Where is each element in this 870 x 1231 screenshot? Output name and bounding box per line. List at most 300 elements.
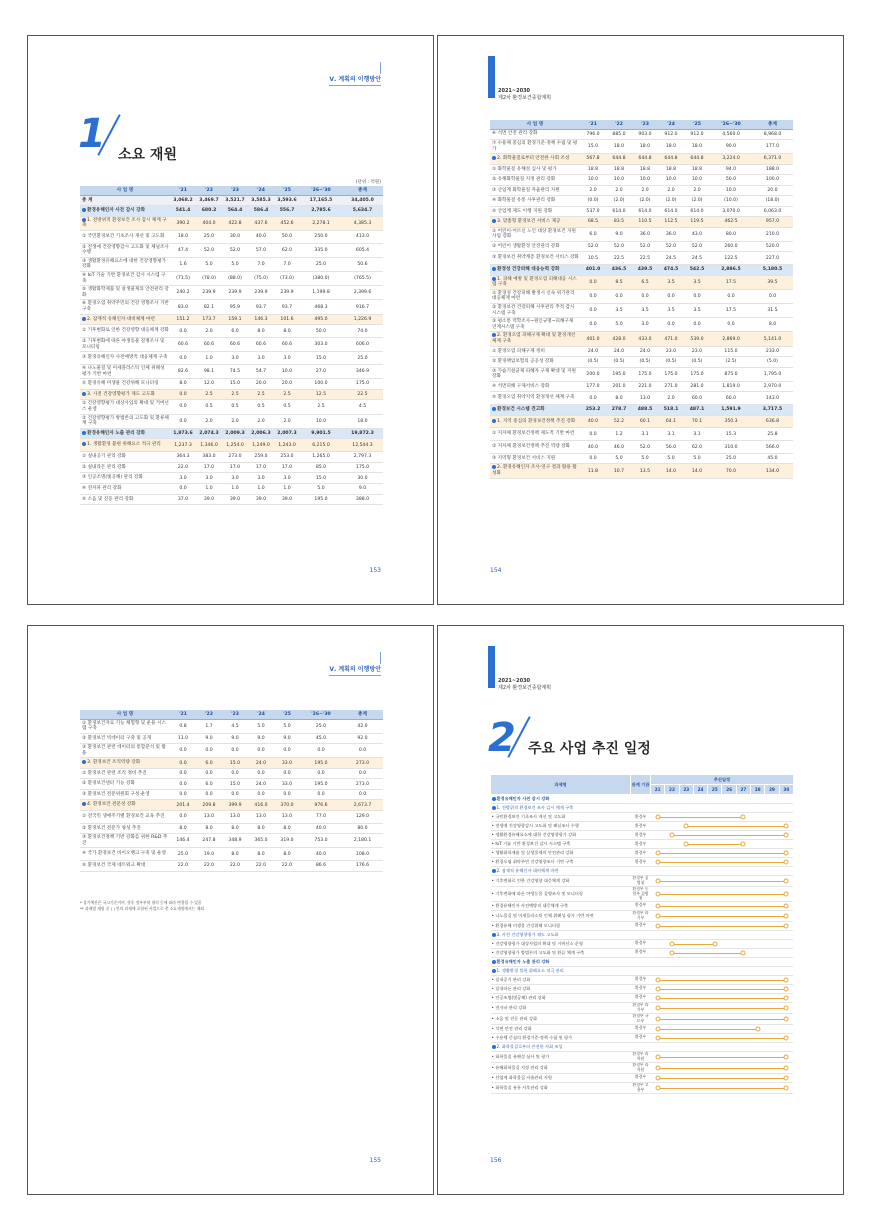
value-cell: 0.0 [170, 325, 196, 338]
table-row [80, 314, 383, 325]
value-cell: 9.0 [196, 733, 222, 744]
value-cell: 39.0 [248, 494, 274, 505]
group-name: 1. 전방위적 환경보건 조사 감시 체계 구축 [496, 805, 574, 810]
value-cell: 452.6 [274, 216, 300, 230]
project-name: 1. 피해 예방 및 환경오염 피해대응 시스템 구축 [492, 276, 577, 288]
value-cell: 273.0 [342, 758, 383, 769]
project-name-cell [80, 768, 170, 779]
project-name: ① 어린이·어르신 노인 대상 환경보건 지원사업 강화 [492, 228, 576, 240]
timeline-cell [651, 858, 794, 867]
value-cell: 100.0 [752, 175, 793, 186]
project-name-cell [490, 304, 580, 318]
end-marker-icon [712, 941, 717, 946]
project-name-cell [490, 175, 580, 186]
task-label: IoT 기술 기반 환경보건 감시 시스템 구축 [495, 841, 571, 846]
task-name: • 환경오염 취약주민 건강영향조사 기반 구축 [491, 858, 631, 867]
table-row [80, 733, 383, 744]
value-cell: 94.0 [710, 164, 752, 175]
project-name: ② 실내라돈 관리 강화 [82, 464, 127, 470]
section-title: 소요 재원 [118, 147, 177, 163]
value-cell: 10.0 [580, 175, 606, 186]
value-cell: 2,074.3 [196, 428, 222, 439]
value-cell: 2.5 [222, 389, 248, 400]
start-marker-icon [655, 879, 660, 884]
value-cell: 10.5 [580, 252, 606, 265]
value-cell: 92.0 [342, 733, 383, 744]
page-155 [27, 625, 434, 1195]
value-cell: 42.0 [342, 719, 383, 733]
value-cell: 2.0 [606, 185, 632, 196]
project-name-cell [80, 216, 170, 230]
value-cell: 175.0 [342, 379, 383, 390]
value-cell: 25.0 [710, 453, 752, 464]
value-cell: 13.0 [632, 392, 658, 405]
value-cell: 3,717.5 [752, 405, 793, 416]
table-row [80, 389, 383, 400]
value-cell: 9.0 [274, 733, 300, 744]
timeline-bar [658, 1088, 787, 1089]
value-cell: 40.0 [580, 415, 606, 428]
value-cell: 542.5 [684, 265, 710, 276]
bullet-icon [492, 267, 496, 271]
task-name: • IoT 기술 기반 환경보건 감시 시스템 구축 [491, 840, 631, 849]
year-cell: 29 [765, 785, 779, 795]
value-cell: 3.1 [684, 428, 710, 441]
value-cell: 175.0 [658, 367, 684, 381]
header-year: 2021~2030 [498, 88, 531, 94]
value-cell: 0.0 [606, 289, 632, 303]
timeline-cell [651, 831, 794, 840]
schedule-group-row [491, 1042, 794, 1051]
header-cell: 총계 [342, 710, 383, 719]
project-name: ③ 산업계 화학물질 자율관리 지원 [492, 187, 560, 193]
timeline-bar [658, 881, 787, 882]
value-cell: 12.0 [196, 379, 222, 390]
bullet-icon [82, 802, 86, 806]
value-cell: 24.0 [632, 346, 658, 357]
project-name: ⑥ 환경오염 취약주민의 건강 영향조사 기반 구축 [82, 301, 169, 313]
value-cell: 2,970.0 [752, 381, 793, 392]
project-name-cell [490, 196, 580, 207]
end-marker-icon [784, 1016, 789, 1021]
value-cell: 614.0 [658, 206, 684, 217]
value-cell: 39.0 [196, 494, 222, 505]
value-cell: 70.0 [710, 464, 752, 478]
group-title [491, 867, 794, 876]
year-cell: 28 [751, 785, 765, 795]
project-name-cell [80, 473, 170, 484]
value-cell: 15.0 [300, 473, 342, 484]
value-cell: 2,009.3 [222, 428, 248, 439]
value-cell: 22.0 [196, 861, 222, 872]
schedule-header: 추진일정 [651, 775, 794, 785]
value-cell: 753.0 [300, 834, 342, 848]
value-cell: 1,346.0 [196, 439, 222, 452]
task-label: 기후변화로 인한 건강영향 대응체계 강화 [495, 878, 570, 883]
value-cell: 19.0 [196, 848, 222, 861]
project-name: ② 환경보건 전문가 양성 추진 [82, 825, 141, 831]
start-marker-icon [655, 1005, 660, 1010]
table-row [490, 196, 793, 207]
project-name-cell [80, 389, 170, 400]
value-cell: (0.5) [632, 357, 658, 368]
group-name: 2. 화학물질로부터 안전한 사회 조성 [496, 1043, 563, 1049]
value-cell: 233.0 [752, 346, 793, 357]
project-name-cell [80, 823, 170, 834]
bullet-icon [492, 869, 496, 873]
value-cell: 9.0 [606, 227, 632, 241]
value-cell: 40.0 [300, 823, 342, 834]
start-marker-icon [655, 1026, 660, 1031]
value-cell: (0.5) [580, 357, 606, 368]
value-cell: 52.0 [632, 241, 658, 252]
value-cell: 18.0 [684, 140, 710, 154]
value-cell: (18.0) [752, 196, 793, 207]
value-cell: 60.0 [710, 392, 752, 405]
task-label: 화학물질 유통 사후관리 강화 [495, 1084, 548, 1090]
value-cell: 19,872.3 [342, 428, 383, 439]
value-cell: 37.0 [170, 494, 196, 505]
schedule-group-row [491, 957, 794, 966]
value-cell: 335.0 [300, 243, 342, 257]
value-cell: 22.0 [222, 861, 248, 872]
value-cell: 20.0 [274, 379, 300, 390]
value-cell: 0.0 [196, 789, 222, 800]
value-cell: 6,063.0 [752, 206, 793, 217]
end-marker-icon [784, 913, 789, 918]
year-cell: 24 [693, 785, 707, 795]
value-cell: 11.0 [170, 733, 196, 744]
value-cell: 518.1 [658, 405, 684, 416]
value-cell: 36.0 [632, 227, 658, 241]
task-label: 소음 및 진동 관리 강화 [495, 1015, 538, 1021]
timeline-bar [658, 926, 787, 927]
value-cell: 52.0 [196, 243, 222, 257]
project-name-cell [490, 275, 580, 289]
header-cell: '21 [170, 186, 196, 195]
value-cell: 3.5 [606, 304, 632, 318]
schedule-row [491, 887, 794, 902]
value-cell: 614.0 [606, 206, 632, 217]
task-name: • 나노물질 및 미세플라스틱 인체 위해성 평가 기반 마련 [491, 910, 631, 921]
project-name: ③ 지역형 환경보건 서비스 지원 [492, 455, 556, 461]
timeline-bar [658, 1057, 787, 1058]
value-cell: 18.8 [632, 164, 658, 175]
project-name-cell [80, 379, 170, 390]
value-cell: 439.5 [632, 265, 658, 276]
value-cell: 364.3 [170, 452, 196, 463]
value-cell: 47.4 [170, 243, 196, 257]
org-name: 환경부 과기부 [631, 910, 651, 921]
project-name-cell [490, 289, 580, 303]
value-cell: 3,521.7 [222, 195, 248, 206]
org-name: 환경부 [631, 1073, 651, 1082]
value-cell: 82.1 [196, 300, 222, 314]
schedule-row [491, 1082, 794, 1093]
table-row [80, 768, 383, 779]
value-cell: 1.0 [274, 483, 300, 494]
end-marker-icon [784, 977, 789, 982]
timeline-bar [658, 916, 787, 917]
value-cell: 10.0 [606, 175, 632, 186]
value-cell: 614.0 [632, 206, 658, 217]
project-name-cell [490, 217, 580, 228]
note-1: * 상기예산은 국고기준이며, 향후 정부부처 협의 등에 따라 변경될 수 있음 [80, 900, 202, 905]
value-cell: 8.0 [222, 823, 248, 834]
value-cell: 2.0 [248, 414, 274, 428]
value-cell: 8.0 [752, 318, 793, 332]
org-name: 환경부 [631, 858, 651, 867]
project-name-cell [80, 314, 170, 325]
table-row [80, 230, 383, 243]
org-name: 환경부 고용부 [631, 1082, 651, 1093]
project-name: 환경유해인자 노출 관리 강화 [87, 430, 146, 436]
value-cell: 3,593.6 [274, 195, 300, 206]
schedule-group-row [491, 930, 794, 939]
value-cell: 195.0 [300, 494, 342, 505]
project-name-cell [490, 332, 580, 346]
schedule-row [491, 1013, 794, 1024]
value-cell: 33.0 [274, 779, 300, 790]
value-cell: 52.0 [606, 241, 632, 252]
value-cell: 976.6 [300, 800, 342, 811]
table-row [490, 441, 793, 454]
value-cell: 9.0 [222, 733, 248, 744]
value-cell: 6.0 [580, 227, 606, 241]
value-cell: 253.2 [580, 405, 606, 416]
value-cell: 15.0 [580, 140, 606, 154]
header-cell: '24 [248, 710, 274, 719]
start-marker-icon [655, 1054, 660, 1059]
value-cell: 6.0 [196, 779, 222, 790]
value-cell: 119.5 [684, 217, 710, 228]
value-cell: 401.0 [580, 265, 606, 276]
table-row [80, 789, 383, 800]
value-cell: 6.5 [632, 275, 658, 289]
value-cell: 0.5 [222, 400, 248, 414]
project-name: ② 유해화학물질 지정 관리 강화 [492, 177, 556, 183]
project-name: 1. 생활환경 불편 위해요소 적극 관리 [87, 442, 161, 448]
org-name: 환경부 [631, 993, 651, 1002]
budget-table [490, 120, 793, 479]
project-name-cell [80, 452, 170, 463]
value-cell: (88.0) [222, 272, 248, 286]
project-name-cell [80, 494, 170, 505]
project-name-cell [490, 140, 580, 154]
timeline-cell [651, 1024, 794, 1033]
value-cell: 259.0 [248, 452, 274, 463]
org-name: 환경부 [631, 813, 651, 822]
schedule-row [491, 1073, 794, 1082]
value-cell: 6.0 [222, 325, 248, 338]
value-cell: 18.8 [606, 164, 632, 175]
value-cell: 159.1 [222, 314, 248, 325]
start-marker-icon [684, 824, 689, 829]
value-cell: 210.0 [752, 227, 793, 241]
value-cell: 18.0 [658, 140, 684, 154]
project-name-cell [490, 227, 580, 241]
value-cell: 644.8 [684, 154, 710, 165]
value-cell: 98.1 [196, 364, 222, 378]
value-cell: 209.8 [196, 800, 222, 811]
value-cell: 644.8 [606, 154, 632, 165]
value-cell: 62.0 [684, 441, 710, 454]
value-cell: 3.0 [274, 473, 300, 484]
value-cell: 468.3 [300, 300, 342, 314]
table-row [80, 744, 383, 758]
timeline-cell [651, 1002, 794, 1013]
value-cell: 10.0 [274, 364, 300, 378]
header-cell: '22 [606, 120, 632, 129]
value-cell: 36.0 [658, 227, 684, 241]
value-cell: 250.0 [300, 230, 342, 243]
value-cell: 2,278.1 [300, 216, 342, 230]
timeline-bar [658, 980, 787, 981]
schedule-group-row [491, 966, 794, 975]
schedule-group-row [491, 795, 794, 804]
project-name-cell [490, 405, 580, 416]
table-row [80, 206, 383, 217]
project-name: ④ IoT 기술 기반 환경보건 감시 시스템 구축 [82, 273, 166, 284]
value-cell: 0.0 [580, 392, 606, 405]
bullet-icon [492, 219, 496, 223]
task-name: • 인공조명(빛공해) 관리 강화 [491, 993, 631, 1002]
timeline-bar [658, 853, 787, 854]
value-cell: 2.5 [248, 389, 274, 400]
value-cell: 253.0 [274, 452, 300, 463]
project-name: ① 국민환경보건 기초조사 개선 및 고도화 [82, 233, 165, 239]
value-cell: 8.0 [274, 823, 300, 834]
table-row [490, 464, 793, 478]
header-cell: '23 [632, 120, 658, 129]
value-cell: 188.0 [752, 164, 793, 175]
value-cell: 201.0 [606, 381, 632, 392]
value-cell: 39.5 [752, 275, 793, 289]
value-cell: 0.0 [684, 289, 710, 303]
task-name: • 기후변화에 따른 야생동물 질병조사 및 모니터링 [491, 887, 631, 902]
bullet-icon [492, 969, 496, 973]
timeline-cell [651, 901, 794, 910]
project-name-cell [490, 464, 580, 478]
value-cell: 100.0 [300, 379, 342, 390]
value-cell: 13.0 [248, 810, 274, 823]
value-cell: 8.0 [222, 848, 248, 861]
header-cell: '26~'30 [710, 120, 752, 129]
value-cell: 404.0 [196, 216, 222, 230]
project-name-cell [80, 257, 170, 271]
start-marker-icon [669, 941, 674, 946]
note-2: ** 과제별 재원 중 ( ) 안의 과제에 포함된 사업으로 총 소요재원에서는 제외 [80, 906, 204, 911]
value-cell: 5,180.5 [752, 265, 793, 276]
value-cell: 271.0 [658, 381, 684, 392]
value-cell: 8.5 [606, 275, 632, 289]
value-cell: 4.5 [222, 719, 248, 733]
project-name-cell [490, 241, 580, 252]
org-name: 환경부 국토부 [631, 1013, 651, 1024]
value-cell: 18.8 [658, 164, 684, 175]
value-cell: 0.0 [170, 483, 196, 494]
start-marker-icon [655, 851, 660, 856]
value-cell: 3.1 [658, 428, 684, 441]
table-row [80, 462, 383, 473]
value-cell: 388.0 [342, 494, 383, 505]
budget-table [80, 710, 383, 872]
value-cell: 175.0 [342, 462, 383, 473]
project-name: ⑤ 환경유해 미생물 건강위해 모니터링 [82, 381, 159, 387]
table-row [80, 848, 383, 861]
end-marker-icon [784, 995, 789, 1000]
value-cell: 17.0 [248, 462, 274, 473]
value-cell: 239.9 [222, 286, 248, 300]
value-cell: 74.5 [222, 364, 248, 378]
project-name: ① 지자체 환경보건정책 제도적 기반 마련 [492, 431, 575, 437]
value-cell: 1.2 [606, 428, 632, 441]
table-header-row [80, 710, 383, 719]
value-cell: 11.8 [580, 464, 606, 478]
table-row [80, 286, 383, 300]
header-cell: '23 [222, 710, 248, 719]
task-name: • 환경유해 미생물 건강위해 모니터링 [491, 921, 631, 930]
section-title: 주요 사업 추진 일정 [528, 741, 651, 757]
value-cell: 346.9 [342, 364, 383, 378]
bullet-icon [82, 760, 86, 764]
value-cell: 15.0 [300, 352, 342, 365]
value-cell: 64.1 [658, 415, 684, 428]
start-marker-icon [655, 1085, 660, 1090]
header-bar [488, 56, 495, 98]
project-name: ② 어린이 생활환경 안전관리 강화 [492, 243, 560, 249]
project-name-cell [80, 428, 170, 439]
value-cell: 239.9 [248, 286, 274, 300]
project-name: ① 실내공기 관리 강화 [82, 454, 127, 460]
table-row [80, 216, 383, 230]
value-cell: 1,265.0 [300, 452, 342, 463]
value-cell: 413.0 [342, 230, 383, 243]
header-year: 2021~2030 [498, 678, 531, 684]
value-cell: (73.0) [274, 272, 300, 286]
value-cell: 95.9 [222, 300, 248, 314]
project-name: ① 기후변화로 인한 건강영향 대응체계 강화 [82, 328, 169, 334]
start-marker-icon [655, 986, 660, 991]
year-cell: 25 [708, 785, 722, 795]
table-row [490, 175, 793, 186]
value-cell: 9,901.5 [300, 428, 342, 439]
value-cell: 90.0 [710, 140, 752, 154]
value-cell: 0.0 [342, 789, 383, 800]
table-row [80, 400, 383, 414]
table-row [80, 364, 383, 378]
section-number: 1 [78, 111, 106, 157]
task-label: 생활화학제품 및 살생물제의 안전관리 강화 [495, 850, 574, 855]
org-name: 환경부 [631, 984, 651, 993]
timeline-cell [651, 993, 794, 1002]
task-label: 석면 안전 관리 강화 [495, 1025, 532, 1031]
project-name: 3. 맞춤형 환경보건 서비스 제공 [497, 219, 561, 225]
task-name: • 화학물질 유해성 심사 및 평가 [491, 1051, 631, 1062]
value-cell: 3,070.0 [710, 206, 752, 217]
value-cell: (0.5) [606, 357, 632, 368]
task-name: • 전생애 건강영향감시 고도화 및 패널조사 수행 [491, 822, 631, 831]
year-cell: 27 [736, 785, 750, 795]
timeline-bar [658, 1019, 787, 1020]
timeline-bar [658, 989, 787, 990]
end-marker-icon [784, 1054, 789, 1059]
org-name: 환경부 농림부 질병청 [631, 887, 651, 902]
group-title [491, 930, 794, 939]
project-name: 1. 지역 중심의 환경보건정책 추진 강화 [497, 418, 576, 424]
value-cell: 83.5 [606, 217, 632, 228]
table-row [80, 800, 383, 811]
